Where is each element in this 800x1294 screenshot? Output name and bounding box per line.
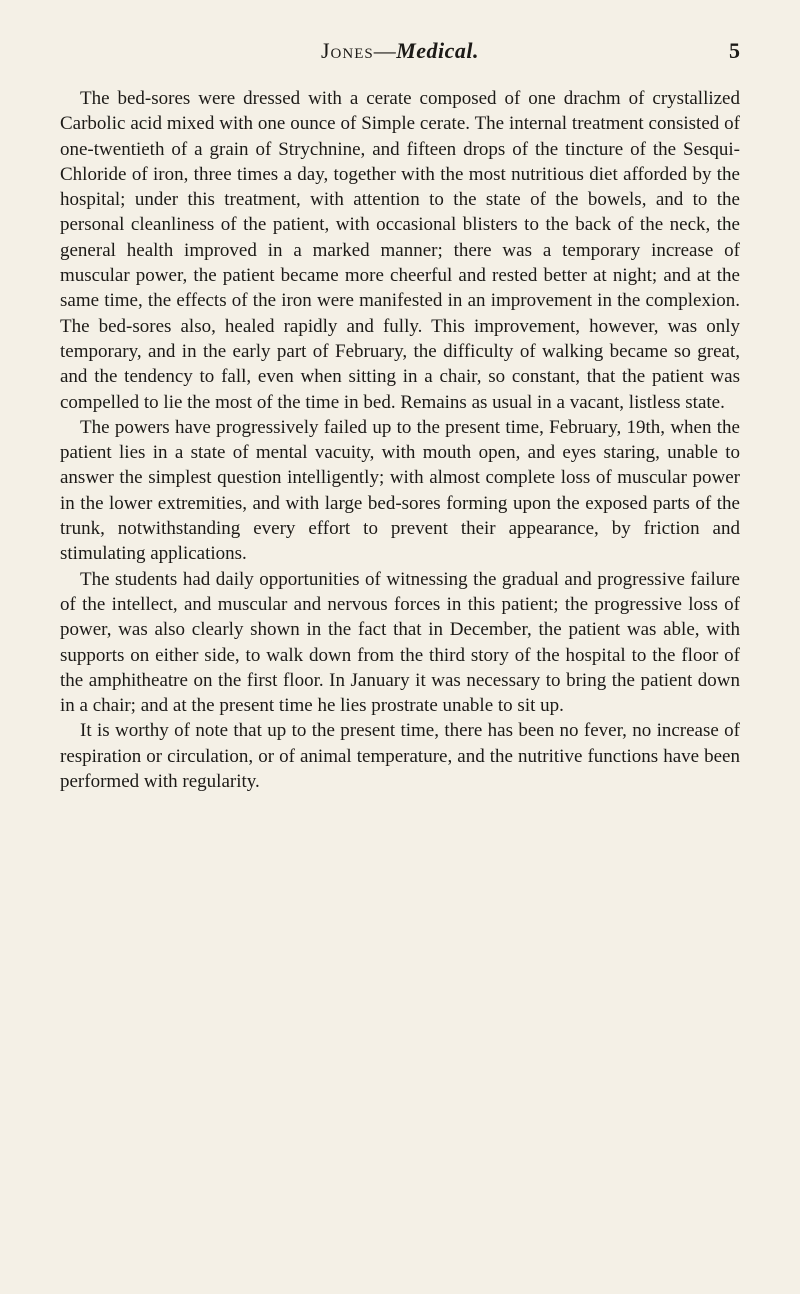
page-number: 5 — [729, 38, 740, 63]
paragraph-conclusion: It is worthy of note that up to the present time, there has been no fever, no increase of respiration or circulation, or of animal temperature, and the nutritive functions have been performed with regularity. — [60, 720, 740, 793]
running-head-topic: Medical. — [396, 38, 480, 63]
running-head-separator: — — [373, 38, 397, 63]
running-head-author: Jones — [320, 38, 374, 63]
paragraph-observations: The students had daily opportunities of witnessing the gradual and progressive failure of the intellect, and muscular and nervous forces in this patient; the progressive loss of power, was also clearly shown in the fact that in December, the patient was able, with supports on either side, to walk down from the third story of the hospital to the floor of the amphitheatre on the first floor. In January it was necessary to bring the patient down in a chair; and at the present time he lies prostrate unable to sit up. — [60, 568, 740, 717]
paragraph-treatment: The bed-sores were dressed with a cerate composed of one drachm of crystallized Carbolic acid mixed with one ounce of Simple cerate. The internal treatment consisted of one-twentieth of a grain of Strychnine, and fifteen drops of the tincture of the Sesqui-Chloride of iron, three times a day, together with the most nutritious diet afforded by the hospital; under this treatment, with attention to the state of the bowels, and to the personal cleanliness of the patient, with occasional blisters to the back of the neck, the general health improved in a marked manner; there was a temporary increase of muscular power, the patient became more cheerful and rested better at night; and at the same time, the effects of the iron were manifested in an improvement in the complexion. The bed-sores also, healed rapidly and fully. This improvement, however, was only temporary, and in the early part of February, the difficulty of walking became so great, and the tendency to fall, even when sitting in a chair, so constant, that the patient was compelled to lie the most of the time in bed. Remains as usual in a vacant, listless state. — [60, 88, 740, 413]
running-title — [60, 38, 740, 64]
running-head — [60, 38, 740, 70]
body-text — [60, 86, 740, 794]
paragraph-decline: The powers have progressively failed up to the present time, February, 19th, when the patient lies in a state of mental vacuity, with mouth open, and eyes staring, unable to answer the simplest question intelligently; with almost complete loss of muscular power in the lower extremities, and with large bed-sores forming upon the exposed parts of the trunk, notwithstanding every effort to prevent their appearance, by friction and stimulating applications. — [60, 416, 740, 565]
